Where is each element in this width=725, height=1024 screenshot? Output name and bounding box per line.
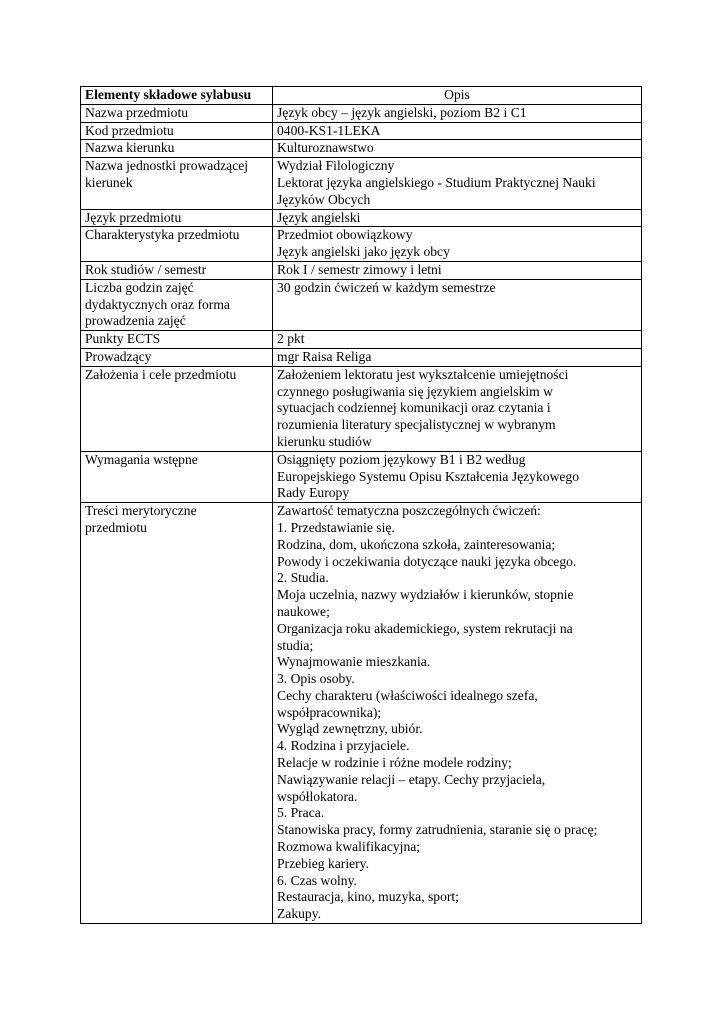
row-value (273, 451, 642, 502)
row-label (81, 209, 273, 227)
value-line: Wynajmowanie mieszkania. (277, 654, 431, 670)
table-row (81, 140, 642, 158)
table-row (81, 227, 642, 262)
row-label (81, 227, 273, 262)
value-line: kierunku studiów (277, 433, 372, 449)
row-value (273, 331, 642, 349)
value-line: współlokatora. (277, 788, 358, 804)
table-row (81, 122, 642, 140)
value-line: Osiągnięty poziom językowy B1 i B2 według (277, 451, 526, 467)
table-row (81, 348, 642, 366)
value-line: Organizacja roku akademickiego, system rekrutacji na (277, 620, 573, 636)
value-line: Języków Obcych (277, 191, 371, 207)
label-line: Punkty ECTS (85, 331, 161, 347)
value-line: Kulturoznawstwo (277, 140, 374, 156)
value-line: Założeniem lektoratu jest wykształcenie umiejętności (277, 366, 569, 382)
row-label (81, 331, 273, 349)
value-line: 6. Czas wolny. (277, 872, 357, 888)
value-line: czynnego posługiwania się językiem angielskim w (277, 383, 553, 399)
row-label (81, 348, 273, 366)
value-line: Lektorat języka angielskiego - Studium Praktycznej Nauki (277, 174, 596, 190)
label-line: Nazwa przedmiotu (85, 104, 189, 120)
value-line: Europejskiego Systemu Opisu Kształcenia Językowego (277, 468, 580, 484)
row-label (81, 158, 273, 209)
value-line: 4. Rodzina i przyjaciele. (277, 738, 410, 754)
row-label (81, 122, 273, 140)
value-line: Cechy charakteru (właściwości idealnego szefa, (277, 687, 538, 703)
value-line: 5. Praca. (277, 805, 325, 821)
label-line: dydaktycznych oraz forma (85, 296, 230, 312)
value-line: Powody i oczekiwania dotyczące nauki języka obcego. (277, 553, 577, 569)
value-line: Nawiązywanie relacji – etapy. Cechy przyjaciela, (277, 771, 546, 787)
value-line: 3. Opis osoby. (277, 671, 355, 687)
value-line: Restauracja, kino, muzyka, sport; (277, 889, 459, 905)
table-row (81, 331, 642, 349)
value-line: Przedmiot obowiązkowy (277, 227, 413, 243)
value-line: naukowe; (277, 603, 330, 619)
value-line: rozumienia literatury specjalistycznej w wybranym (277, 417, 556, 433)
row-label (81, 503, 273, 924)
row-value (273, 503, 642, 924)
row-value (273, 348, 642, 366)
table-row (81, 366, 642, 451)
label-line: Kod przedmiotu (85, 122, 174, 138)
value-line: Przebieg kariery. (277, 855, 369, 871)
header-elements: Elementy składowe sylabusu (81, 87, 273, 105)
header-description: Opis (273, 87, 642, 105)
value-line: Wydział Filologiczny (277, 158, 395, 174)
value-line: 0400-KS1-1LEKA (277, 122, 381, 138)
label-line: Rok studiów / semestr (85, 261, 207, 277)
label-line: przedmiotu (85, 519, 147, 535)
row-label (81, 104, 273, 122)
value-line: Relacje w rodzinie i różne modele rodziny; (277, 755, 512, 771)
row-label (81, 261, 273, 279)
value-line: Zakupy. (277, 906, 322, 922)
value-line: współpracownika); (277, 704, 382, 720)
label-line: Założenia i cele przedmiotu (85, 366, 237, 382)
value-line: Język obcy – język angielski, poziom B2 i C1 (277, 104, 527, 120)
label-line: Prowadzący (85, 348, 152, 364)
label-line: kierunek (85, 174, 133, 190)
value-line: Rok I / semestr zimowy i letni (277, 261, 442, 277)
value-line: 2. Studia. (277, 570, 329, 586)
value-line: sytuacjach codziennej komunikacji oraz czytania i (277, 400, 551, 416)
value-line: 2 pkt (277, 331, 305, 347)
row-value (273, 209, 642, 227)
table-row (81, 279, 642, 330)
row-label (81, 451, 273, 502)
row-label (81, 140, 273, 158)
value-line: Zawartość tematyczna poszczególnych ćwiczeń: (277, 503, 541, 519)
label-line: Treści merytoryczne (85, 503, 197, 519)
value-line: Moja uczelnia, nazwy wydziałów i kierunków, stopnie (277, 587, 574, 603)
value-line: mgr Raisa Religa (277, 348, 372, 364)
row-value (273, 140, 642, 158)
row-value (273, 279, 642, 330)
value-line: Rodzina, dom, ukończona szkoła, zainteresowania; (277, 536, 556, 552)
value-line: Język angielski (277, 209, 361, 225)
row-value (273, 227, 642, 262)
value-line: studia; (277, 637, 314, 653)
table-row (81, 209, 642, 227)
row-label (81, 279, 273, 330)
table-header-row (81, 87, 642, 105)
value-line: 30 godzin ćwiczeń w każdym semestrze (277, 279, 496, 295)
table-row (81, 261, 642, 279)
row-value (273, 158, 642, 209)
table-row (81, 451, 642, 502)
row-value (273, 104, 642, 122)
syllabus-table (80, 86, 642, 924)
label-line: Nazwa kierunku (85, 140, 175, 156)
label-line: Język przedmiotu (85, 209, 182, 225)
label-line: prowadzenia zajęć (85, 313, 186, 329)
row-label (81, 366, 273, 451)
value-line: Stanowiska pracy, formy zatrudnienia, staranie się o pracę; (277, 822, 598, 838)
row-value (273, 261, 642, 279)
value-line: Wygląd zewnętrzny, ubiór. (277, 721, 423, 737)
label-line: Liczba godzin zajęć (85, 279, 194, 295)
row-value (273, 122, 642, 140)
table-row (81, 158, 642, 209)
value-line: Rady Europy (277, 485, 350, 501)
label-line: Nazwa jednostki prowadzącej (85, 158, 249, 174)
value-line: Język angielski jako język obcy (277, 244, 450, 260)
value-line: Rozmowa kwalifikacyjna; (277, 839, 421, 855)
value-line: 1. Przedstawianie się. (277, 519, 395, 535)
table-row (81, 104, 642, 122)
label-line: Charakterystyka przedmiotu (85, 227, 240, 243)
table-row (81, 503, 642, 924)
row-value (273, 366, 642, 451)
label-line: Wymagania wstępne (85, 451, 198, 467)
